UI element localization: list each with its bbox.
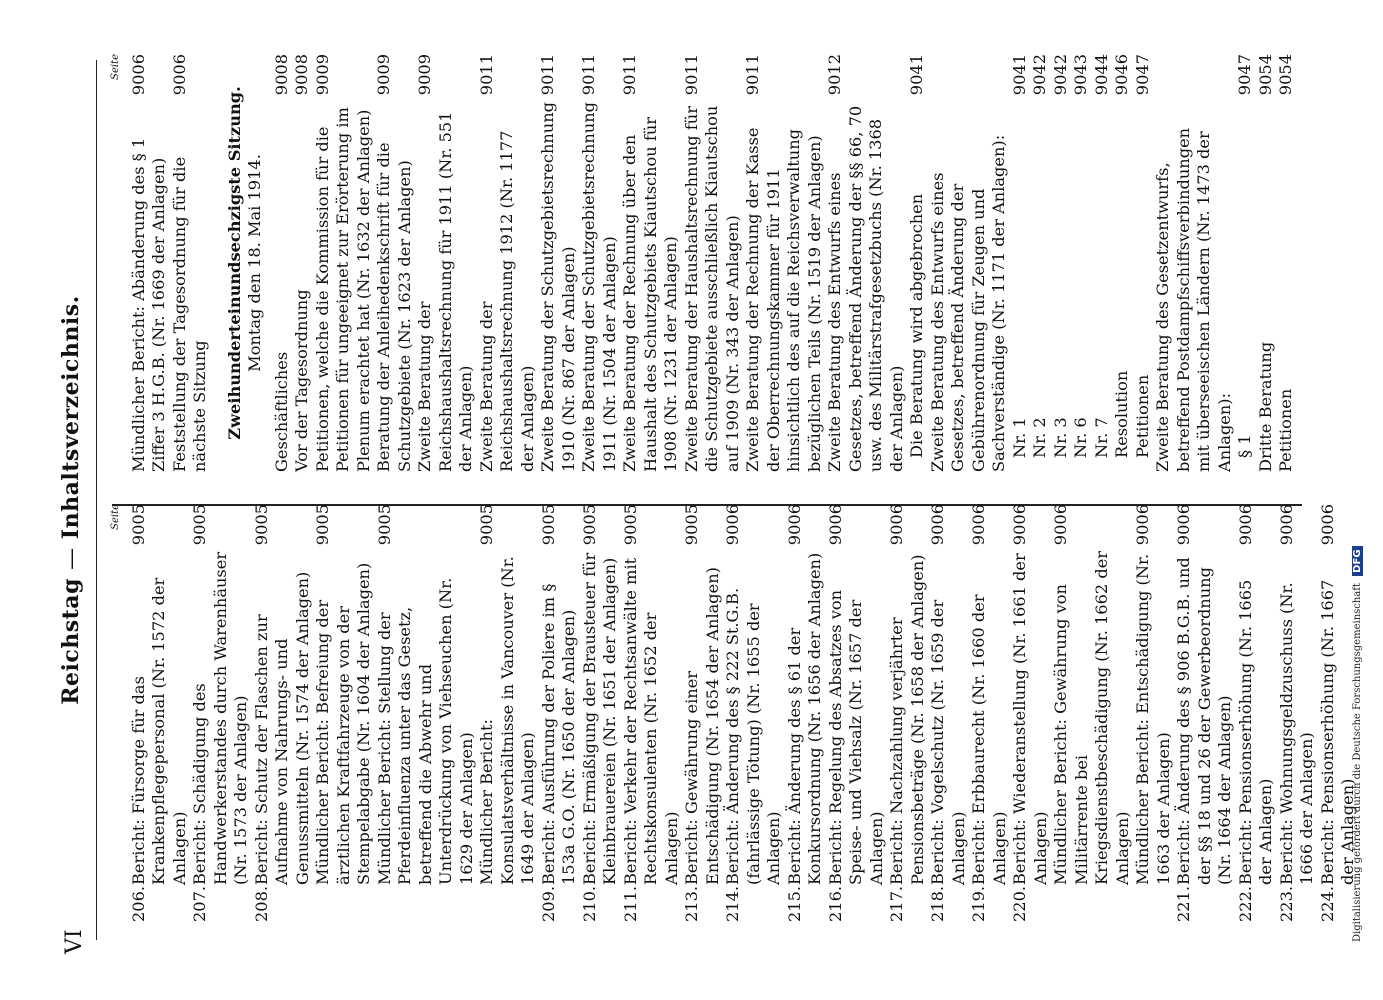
entry-text: Geschäftliches: [271, 351, 291, 472]
entry-number: 211.: [620, 885, 640, 922]
entry-page: 9005: [477, 504, 496, 546]
toc-entry: [252, 504, 314, 922]
toc-entry: [969, 504, 1010, 922]
entry-page: 9006: [723, 504, 742, 546]
entry-text: Nr. 6: [1071, 417, 1090, 458]
entry-page: 9006: [1010, 504, 1029, 546]
entry-page: 9011: [743, 54, 762, 96]
toc-entry: [539, 504, 580, 922]
toc-entry: [1092, 54, 1113, 472]
entry-text: Bericht: Änderung des § 906 B.G.B. und der §§ 18 und 26 der Gewerbeordnung (Nr. 1664 der Anlagen): [1174, 557, 1234, 885]
entry-text: Bericht: Änderung des § 222 St.G.B. (fahrlässige Tötung) (Nr. 1655 der Anlagen): [723, 587, 783, 885]
entry-page: 9009: [312, 54, 332, 96]
entry-text: Zweite Beratung der Rechnung der Kasse der Oberrechnungskammer für 1911 hinsichtlich des auf die Reichsverwaltung bezüglichen Teils (Nr. 1519 der Anlagen): [743, 127, 824, 472]
entry-text: Zweite Beratung des Gesetzentwurfs, betreffend Postdampfschiffsverbindungen mit überseeischen Ländern (Nr. 1473 der Anlagen):: [1153, 127, 1234, 472]
entry-text: Bericht: Wiederanstellung (Nr. 1661 der Anlagen): [1010, 553, 1050, 885]
entry-text: Mündlicher Bericht: Abänderung des § 1 Ziffer 3 H.G.B. (Nr. 1669 der Anlagen): [128, 137, 168, 472]
toc-entry: [579, 54, 620, 472]
entry-page: 9006: [1174, 504, 1193, 546]
toc-entry: [928, 54, 1010, 472]
toc-entry: [170, 54, 211, 472]
entry-number: 220.: [1010, 885, 1029, 922]
toc-entry: [1277, 504, 1318, 922]
entry-page: 9011: [681, 54, 701, 96]
entry-page: 9054: [1255, 54, 1275, 96]
entry-number: 221.: [1174, 885, 1193, 922]
entry-page: 9011: [538, 54, 557, 96]
toc-entry: [723, 504, 785, 922]
entry-text: Bericht: Verkehr der Rechtsanwälte mit Rechtskonsulenten (Nr. 1652 der Anlagen): [620, 557, 681, 885]
entry-page: 9005: [313, 504, 332, 546]
entry-page: 9009: [374, 54, 393, 96]
entry-number: 216.: [825, 885, 845, 922]
entry-page: 9006: [825, 504, 845, 546]
entry-page: 9054: [1276, 54, 1295, 96]
toc-entry: [907, 54, 928, 472]
toc-entry: [129, 504, 191, 922]
toc-entry: [374, 54, 415, 472]
toc-entry: [538, 54, 579, 472]
header-title: Reichstag: [58, 578, 84, 705]
entry-number: 208.: [251, 885, 271, 922]
entry-text: Zweite Beratung der Schutzgebietsrechnung 1910 (Nr. 867 der Anlagen): [538, 101, 578, 472]
entry-number: 219.: [969, 885, 988, 922]
toc-entry: [1133, 54, 1154, 472]
toc-entry: [928, 504, 969, 922]
entry-page: 9006: [1317, 504, 1337, 546]
entry-page: 9006: [1276, 504, 1296, 546]
entry-page: 9041: [907, 54, 926, 96]
toc-entry: [620, 54, 682, 472]
entry-text: Zweite Beratung der Reichshaushaltsrechnung 1912 (Nr. 1177 der Anlagen): [476, 130, 537, 472]
entry-page: 9041: [1009, 54, 1029, 96]
entry-text: Bericht: Wohnungsgeldzuschuss (Nr. 1666 der Anlagen): [1276, 582, 1316, 885]
entry-text: Petitionen: [1132, 374, 1152, 458]
entry-text: Zweite Beratung der Haushaltsrechnung für die Schutzgebiete ausschließlich Kiautschou auf 1909 (Nr. 343 der Anlagen): [681, 105, 742, 472]
entry-text: Mündlicher Bericht: Gewährung von Militärrente bei Kriegsdienstbeschädigung (Nr. 1662 der Anlagen): [1051, 550, 1132, 885]
entry-text: Petitionen: [1276, 388, 1295, 472]
funding-text: Digitalisierung gefördert durch die Deutsche Forschungsgemeinschaft: [1352, 583, 1363, 942]
entry-page: 9005: [538, 504, 558, 546]
toc-entry: [313, 504, 375, 922]
toc-entry: [580, 504, 621, 922]
toc-entry: [1071, 54, 1092, 472]
entry-text: Resolution: [1112, 370, 1131, 458]
toc-entry: [272, 54, 293, 472]
entry-page: 9042: [1050, 54, 1070, 96]
entry-page: 9005: [682, 504, 701, 546]
funding-note: [1352, 42, 1363, 942]
entry-text: Die Beratung wird abgebrochen: [907, 193, 926, 458]
toc-entry: [826, 504, 888, 922]
toc-entry: [1010, 54, 1031, 472]
entry-page: 9006: [784, 504, 804, 546]
entry-number: 209.: [538, 885, 558, 922]
toc-entry: [375, 504, 478, 922]
entry-text: Bericht: Vogelschutz (Nr. 1659 der Anlagen): [928, 599, 968, 885]
toc-entry: [785, 504, 826, 922]
entry-number: 215.: [784, 885, 804, 922]
entry-number: 213.: [682, 885, 701, 922]
header-separator: —: [59, 547, 84, 570]
entry-text: Bericht: Ermäßigung der Brausteuer für Kleinbrauereien (Nr. 1651 der Anlagen): [579, 552, 619, 885]
page-number: VI: [62, 929, 87, 954]
entry-number: 223.: [1276, 885, 1296, 922]
header-rule: [96, 60, 97, 940]
entry-text: Bericht: Gewährung einer Entschädigung (Nr. 1654 der Anlagen): [682, 567, 722, 885]
entry-page: 9047: [1132, 54, 1152, 96]
entry-text: Bericht: Pensionserhöhung (Nr. 1667 der Anlagen): [1317, 579, 1357, 885]
entry-page: 9006: [128, 54, 148, 96]
entry-page: 9008: [271, 54, 291, 96]
right-top-entry-list: [129, 54, 211, 472]
entry-text: Zweite Beratung der Reichshaushaltsrechnung für 1911 (Nr. 551 der Anlagen): [415, 111, 475, 472]
toc-entry: [129, 54, 170, 472]
entry-page: 9047: [1235, 54, 1254, 96]
entry-page: 9011: [476, 54, 496, 96]
toc-entry: [1051, 504, 1133, 922]
entry-text: Dritte Beratung: [1255, 341, 1275, 472]
entry-page: 9006: [1235, 504, 1255, 546]
toc-entry: [825, 54, 907, 472]
toc-entry: [1010, 504, 1051, 922]
entry-text: Vor der Tagesordnung: [292, 289, 311, 472]
entry-page: 9011: [620, 54, 639, 96]
toc-entry: [1276, 54, 1297, 472]
column-label-left: Seite: [110, 504, 121, 530]
entry-page: 9006: [928, 504, 947, 546]
entry-text: Bericht: Regelung des Absatzes von Speise- und Viehsalz (Nr. 1657 der Anlagen): [825, 589, 886, 885]
left-entry-list: [129, 504, 1359, 922]
entry-text: Zweite Beratung des Entwurfs eines Gesetzes, betreffend Änderung der Gebührenordnung für Zeugen und Sachverständige (Nr. 1171 der Anlagen):: [927, 134, 1008, 472]
entry-page: 9042: [1030, 54, 1049, 96]
entry-number: 222.: [1235, 885, 1255, 922]
toc-entry: [1153, 54, 1235, 472]
entry-text: Bericht: Pensionserhöhung (Nr. 1665 der Anlagen): [1235, 579, 1275, 885]
entry-page: 9043: [1071, 54, 1090, 96]
toc-entry: [621, 504, 683, 922]
entry-text: Feststellung der Tagesordnung für die nächste Sitzung: [169, 156, 209, 472]
toc-entry: [682, 54, 744, 472]
toc-entry: [1051, 54, 1072, 472]
entry-text: Bericht: Schädigung des Handwerkerstandes durch Warenhäuser (Nr. 1573 der Anlagen): [190, 551, 250, 885]
entry-text: Nr. 1: [1009, 417, 1029, 458]
entry-text: Bericht: Nachzahlung verjährter Pensionsbeträge (Nr. 1658 der Anlagen): [887, 554, 927, 885]
entry-text: Zweite Beratung der Schutzgebietsrechnung 1911 (Nr. 1504 der Anlagen): [579, 101, 619, 472]
toc-entry: [682, 504, 723, 922]
entry-page: 9009: [415, 54, 434, 96]
session-title: Zweihunderteinundsechzigste Sitzung.: [224, 86, 244, 440]
session-date: Montag den 18. Mai 1914.: [245, 154, 264, 372]
entry-number: 210.: [579, 885, 599, 922]
entry-page: 9012: [825, 54, 844, 96]
toc-entry: [415, 54, 477, 472]
header-subtitle: Inhaltsverzeichnis.: [58, 295, 84, 540]
right-entry-list: [272, 54, 1297, 472]
entry-text: Mündlicher Bericht: Konsulatsverhältnisse in Vancouver (Nr. 1649 der Anlagen): [477, 556, 537, 885]
entry-text: Bericht: Erbbaurecht (Nr. 1660 der Anlagen): [969, 594, 1009, 885]
toc-entry: [1235, 54, 1256, 472]
entry-number: 217.: [887, 885, 906, 922]
running-header: [58, 0, 84, 1000]
toc-entry: [1174, 504, 1236, 922]
entry-page: 9006: [969, 504, 988, 546]
entry-page: 9044: [1091, 54, 1111, 96]
entry-text: Bericht: Fürsorge für das Krankenpflegepersonal (Nr. 1572 der Anlagen): [128, 577, 189, 885]
entry-text: Bericht: Schutz der Flaschen zur Aufnahme von Nahrungs- und Genussmitteln (Nr. 1574 der Anlagen): [251, 571, 312, 885]
toc-entry: [1236, 504, 1277, 922]
entry-text: Mündlicher Bericht: Entschädigung (Nr. 1663 der Anlagen): [1133, 553, 1173, 885]
entry-number: 218.: [928, 885, 947, 922]
entry-text: Petitionen, welche die Kommission für die Petitionen für ungeeignet zur Erörterung im Plenum erachtet hat (Nr. 1632 der Anlagen): [312, 107, 373, 472]
entry-page: 9006: [887, 504, 906, 546]
entry-number: 206.: [128, 885, 148, 922]
toc-entry: [1112, 54, 1133, 472]
entry-text: Bericht: Ausführung der Poliere im § 153a G.O. (Nr. 1650 der Anlagen): [538, 583, 578, 885]
left-column: [106, 504, 1359, 922]
entry-text: Bericht: Änderung des § 61 der Konkursordnung (Nr. 1656 der Anlagen): [784, 552, 824, 885]
entry-text: § 1: [1235, 434, 1254, 458]
toc-entry: [1030, 54, 1051, 472]
toc-entry: [190, 504, 252, 922]
entry-page: 9006: [1133, 504, 1152, 546]
toc-entry: [887, 504, 928, 922]
entry-number: 214.: [723, 885, 742, 922]
toc-entry: [477, 54, 539, 472]
entry-page: 9005: [190, 504, 209, 546]
entry-number: 224.: [1317, 885, 1337, 922]
entry-text: Mündlicher Bericht: Befreiung der ärztlichen Kraftfahrzeuge von der Stempelabgabe (Nr. 1604 der Anlagen): [313, 562, 373, 885]
entry-page: 9046: [1112, 54, 1131, 96]
entry-page: 9005: [374, 504, 394, 546]
entry-text: Nr. 7: [1091, 417, 1111, 458]
entry-page: 9005: [251, 504, 271, 546]
entry-text: Beratung der Anleihedenkschrift für die Schutzgebiete (Nr. 1623 der Anlagen): [374, 142, 414, 472]
entry-text: Zweite Beratung der Rechnung über den Haushalt des Schutzgebiets Kiautschou für 1908 (Nr. 1231 der Anlagen): [620, 117, 680, 472]
entry-page: 9006: [1051, 504, 1070, 546]
entry-text: Nr. 3: [1050, 417, 1070, 458]
entry-page: 9005: [620, 504, 640, 546]
entry-number: 207.: [190, 885, 209, 922]
toc-entry: [292, 54, 313, 472]
right-column: [106, 54, 1297, 472]
toc-entry: [477, 504, 539, 922]
column-label-right: Seite: [110, 54, 121, 80]
toc-entry: [1256, 54, 1277, 472]
entry-page: 9006: [169, 54, 189, 96]
entry-page: 9008: [292, 54, 311, 96]
toc-entry: [313, 54, 375, 472]
toc-entry: [1133, 504, 1174, 922]
entry-page: 9011: [579, 54, 598, 96]
entry-page: 9005: [579, 504, 599, 546]
entry-text: Mündlicher Bericht: Stellung der Pferdeinfluenza unter das Gesetz, betreffend die Abwehr und Unterdrückung von Viehseuchen (Nr. 1629 der Anlagen): [374, 577, 476, 885]
toc-entry: [743, 54, 825, 472]
entry-page: 9005: [128, 504, 148, 546]
dfg-logo: DFG: [1352, 546, 1363, 575]
entry-text: Zweite Beratung des Entwurfs eines Gesetzes, betreffend Änderung der §§ 66, 70 usw. des Militärstrafgesetzbuchs (Nr. 1368 der Anlagen): [825, 105, 906, 472]
entry-text: Nr. 2: [1030, 417, 1049, 458]
